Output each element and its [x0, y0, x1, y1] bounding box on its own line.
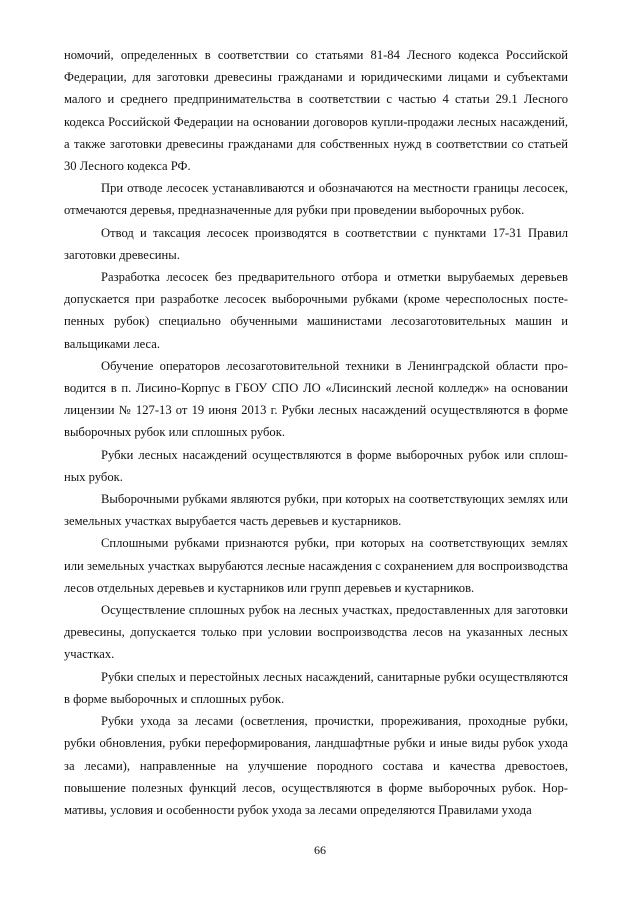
- paragraph-1: номочий, определенных в соответствии со статьями 81-84 Лесного кодекса Российской Федерации, для заготовки древесины гражданами и юридическими лицами и субъектами малого и среднего предпринимательства в соответствии с частью 4 статьи 29.1 Лесного кодекса Российской Федерации на основании договоров купли-продажи лесных насаждений, а также заготовки древесины гражданами для собственных нужд в соответствии со статьей 30 Лесного кодекса РФ.: [64, 48, 568, 174]
- paragraph-2: При отводе лесосек устанавливаются и обозначаются на местности границы лесосек, отмечаются деревья, предназначенные для рубки при проведении выборочных рубок.: [64, 181, 568, 218]
- document-body: [64, 44, 568, 821]
- paragraph-8: Сплошными рубками признаются рубки, при которых на соответствующих землях или земельных участках вырубаются лесные насаждения с сохранением для воспроизводства лесов отдельных деревьев и кустарников или групп деревьев и кустарников.: [64, 536, 568, 595]
- paragraph-6: Рубки лесных насаждений осуществляются в форме выборочных рубок или сплошных рубок.: [64, 447, 568, 484]
- page-number: 66: [314, 843, 326, 857]
- paragraph-3: Отвод и таксация лесосек производятся в соответствии с пунктами 17-31 Правил заготовки древесины.: [64, 225, 568, 262]
- paragraph-11: Рубки ухода за лесами (осветления, прочистки, прореживания, проходные рубки, рубки обновления, рубки переформирования, ландшафтные рубки и иные виды рубок ухода за лесами), направленные на улучшение породного состава и качества древостоев, повышение полезных функций лесов, осуществляются в форме выборочных рубок. Нормативы, условия и особенности рубок ухода за лесами определяются Правилами ухода: [64, 714, 568, 817]
- paragraph-9: Осуществление сплошных рубок на лесных участках, предоставленных для заготовки древесины, допускается только при условии воспроизводства лесов на указанных лесных участках.: [64, 603, 568, 662]
- paragraph-5: Обучение операторов лесозаготовительной техники в Ленинградской области проводится в п. Лисино-Корпус в ГБОУ СПО ЛО «Лисинский лесной колледж» на основании лицензии № 127-13 от 19 июня 2013 г. Рубки лесных насаждений осуществляются в форме выборочных рубок или сплошных рубок.: [64, 358, 568, 440]
- paragraph-7: Выборочными рубками являются рубки, при которых на соответствующих землях или земельных участках вырубается часть деревьев и кустарников.: [64, 492, 568, 529]
- paragraph-4: Разработка лесосек без предварительного отбора и отметки вырубаемых деревьев допускается при разработке лесосек выборочными рубками (кроме чересполосных постепенных рубок) специально обученными машинистами лесозаготовительных машин и вальщиками леса.: [64, 270, 568, 351]
- paragraph-10: Рубки спелых и перестойных лесных насаждений, санитарные рубки осуществляются в форме выборочных и сплошных рубок.: [64, 669, 568, 706]
